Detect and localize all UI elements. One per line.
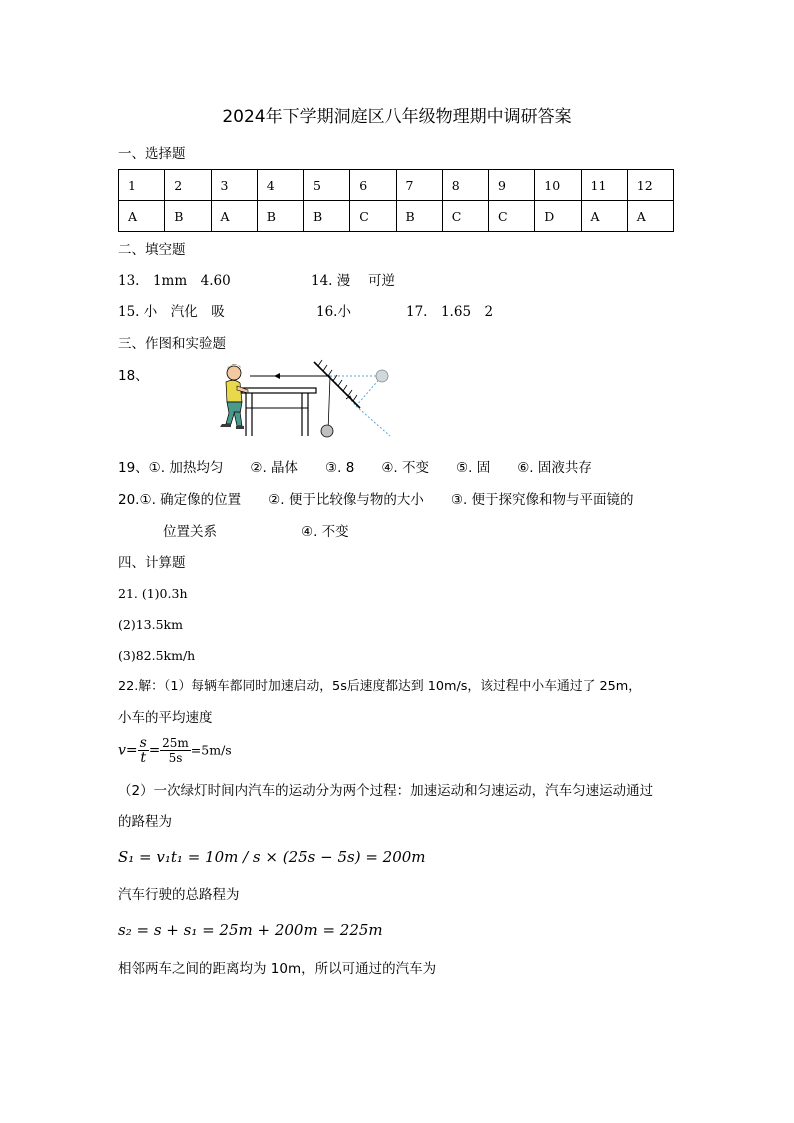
table-cell-answer: A [627, 201, 673, 232]
table-cell-question-number: 8 [442, 170, 488, 201]
answer-q22-intro1: 22.解：（1）每辆车都同时加速启动，5s后速度都达到 10m/s，该过程中小车通过了 25m， [118, 679, 642, 694]
plane-mirror [314, 360, 360, 408]
q22-equation-2: S₁ = v₁t₁ = 10m / s × (25s − 5s) = 200m [118, 848, 426, 866]
answer-q20-line2a: 位置关系 [163, 524, 217, 540]
answer-q13: 13. 1mm 4.60 [118, 273, 231, 289]
table-cell-question-number: 9 [489, 170, 535, 201]
answer-q20-line2b: ④. 不变 [301, 524, 349, 540]
eq1-frac-s-over-t [138, 736, 149, 765]
answer-q16: 16.小 [316, 304, 351, 320]
boy-drawing [220, 364, 248, 429]
answer-q21-2: (2)13.5km [118, 617, 183, 632]
table-cell-answer: C [442, 201, 488, 232]
table-cell-answer: D [535, 201, 581, 232]
table-cell-question-number: 2 [165, 170, 211, 201]
light-rays [250, 373, 390, 436]
table-cell-question-number: 4 [257, 170, 303, 201]
ball-object [321, 425, 333, 437]
ball-image [376, 370, 388, 382]
answer-q22-last: 相邻两车之间的距离均为 10m，所以可通过的汽车为 [118, 961, 437, 977]
eq1-frac2-num: 25m [162, 736, 189, 750]
q22-equation-3: s₂ = s + s₁ = 25m + 200m = 225m [118, 921, 383, 939]
table-cell-answer: B [396, 201, 442, 232]
section-heading-calc: 四、计算题 [118, 555, 186, 571]
table-drawing [242, 388, 316, 436]
answer-q18-label: 18、 [118, 368, 149, 384]
answer-q20-line1: 20.①. 确定像的位置 ②. 便于比较像与物的大小 ③. 便于探究像和物与平面镜的 [118, 492, 634, 508]
answer-q22-total-label: 汽车行驶的总路程为 [118, 887, 240, 903]
table-cell-question-number: 5 [304, 170, 350, 201]
eq1-frac-25m-over-5s [160, 736, 191, 765]
table-row-numbers [119, 170, 674, 201]
section-heading-experiment: 三、作图和实验题 [118, 336, 226, 352]
eq1-frac1-num: s [139, 735, 147, 751]
table-cell-answer: B [257, 201, 303, 232]
table-cell-question-number: 10 [535, 170, 581, 201]
table-cell-answer: C [350, 201, 396, 232]
answer-q22-intro2: 小车的平均速度 [118, 710, 213, 726]
table-cell-question-number: 1 [119, 170, 165, 201]
table-cell-answer: B [165, 201, 211, 232]
answer-q19: 19、①. 加热均匀 ②. 晶体 ③. 8 ④. 不变 ⑤. 固 ⑥. 固液共存 [118, 460, 592, 476]
table-cell-question-number: 12 [627, 170, 673, 201]
eq1-frac1-den: t [140, 750, 147, 766]
table-cell-question-number: 3 [211, 170, 257, 201]
answer-q17: 17. 1.65 2 [406, 304, 494, 320]
answer-q22-part2-line1: （2）一次绿灯时间内汽车的运动分为两个过程：加速运动和匀速运动，汽车匀速运动通过 [118, 783, 654, 799]
q22-equation-1 [118, 736, 232, 765]
page-title: 2024年下学期洞庭区八年级物理期中调研答案 [222, 107, 572, 127]
answer-q21-3: (3)82.5km/h [118, 648, 196, 663]
table-cell-answer: A [119, 201, 165, 232]
answer-q22-part2-line2: 的路程为 [118, 814, 172, 830]
eq1-equals: = [148, 742, 161, 759]
section-heading-choice: 一、选择题 [118, 146, 186, 162]
table-cell-answer: A [211, 201, 257, 232]
table-cell-answer: A [581, 201, 627, 232]
answer-q15: 15. 小 汽化 吸 [118, 304, 225, 320]
eq1-rhs: =5m/s [190, 742, 232, 758]
table-cell-question-number: 11 [581, 170, 627, 201]
eq1-frac2-den: 5s [168, 751, 183, 765]
q18-figure [206, 356, 396, 442]
answer-q14: 14. 漫 可逆 [311, 273, 396, 289]
table-row-answers [119, 201, 674, 232]
answer-q21-1: 21. (1)0.3h [118, 586, 188, 601]
table-cell-answer: C [489, 201, 535, 232]
answer-table [118, 169, 674, 232]
table-cell-question-number: 6 [350, 170, 396, 201]
table-cell-answer: B [304, 201, 350, 232]
table-cell-question-number: 7 [396, 170, 442, 201]
section-heading-fill: 二、填空题 [118, 242, 186, 258]
eq1-lhs: v= [118, 742, 138, 759]
